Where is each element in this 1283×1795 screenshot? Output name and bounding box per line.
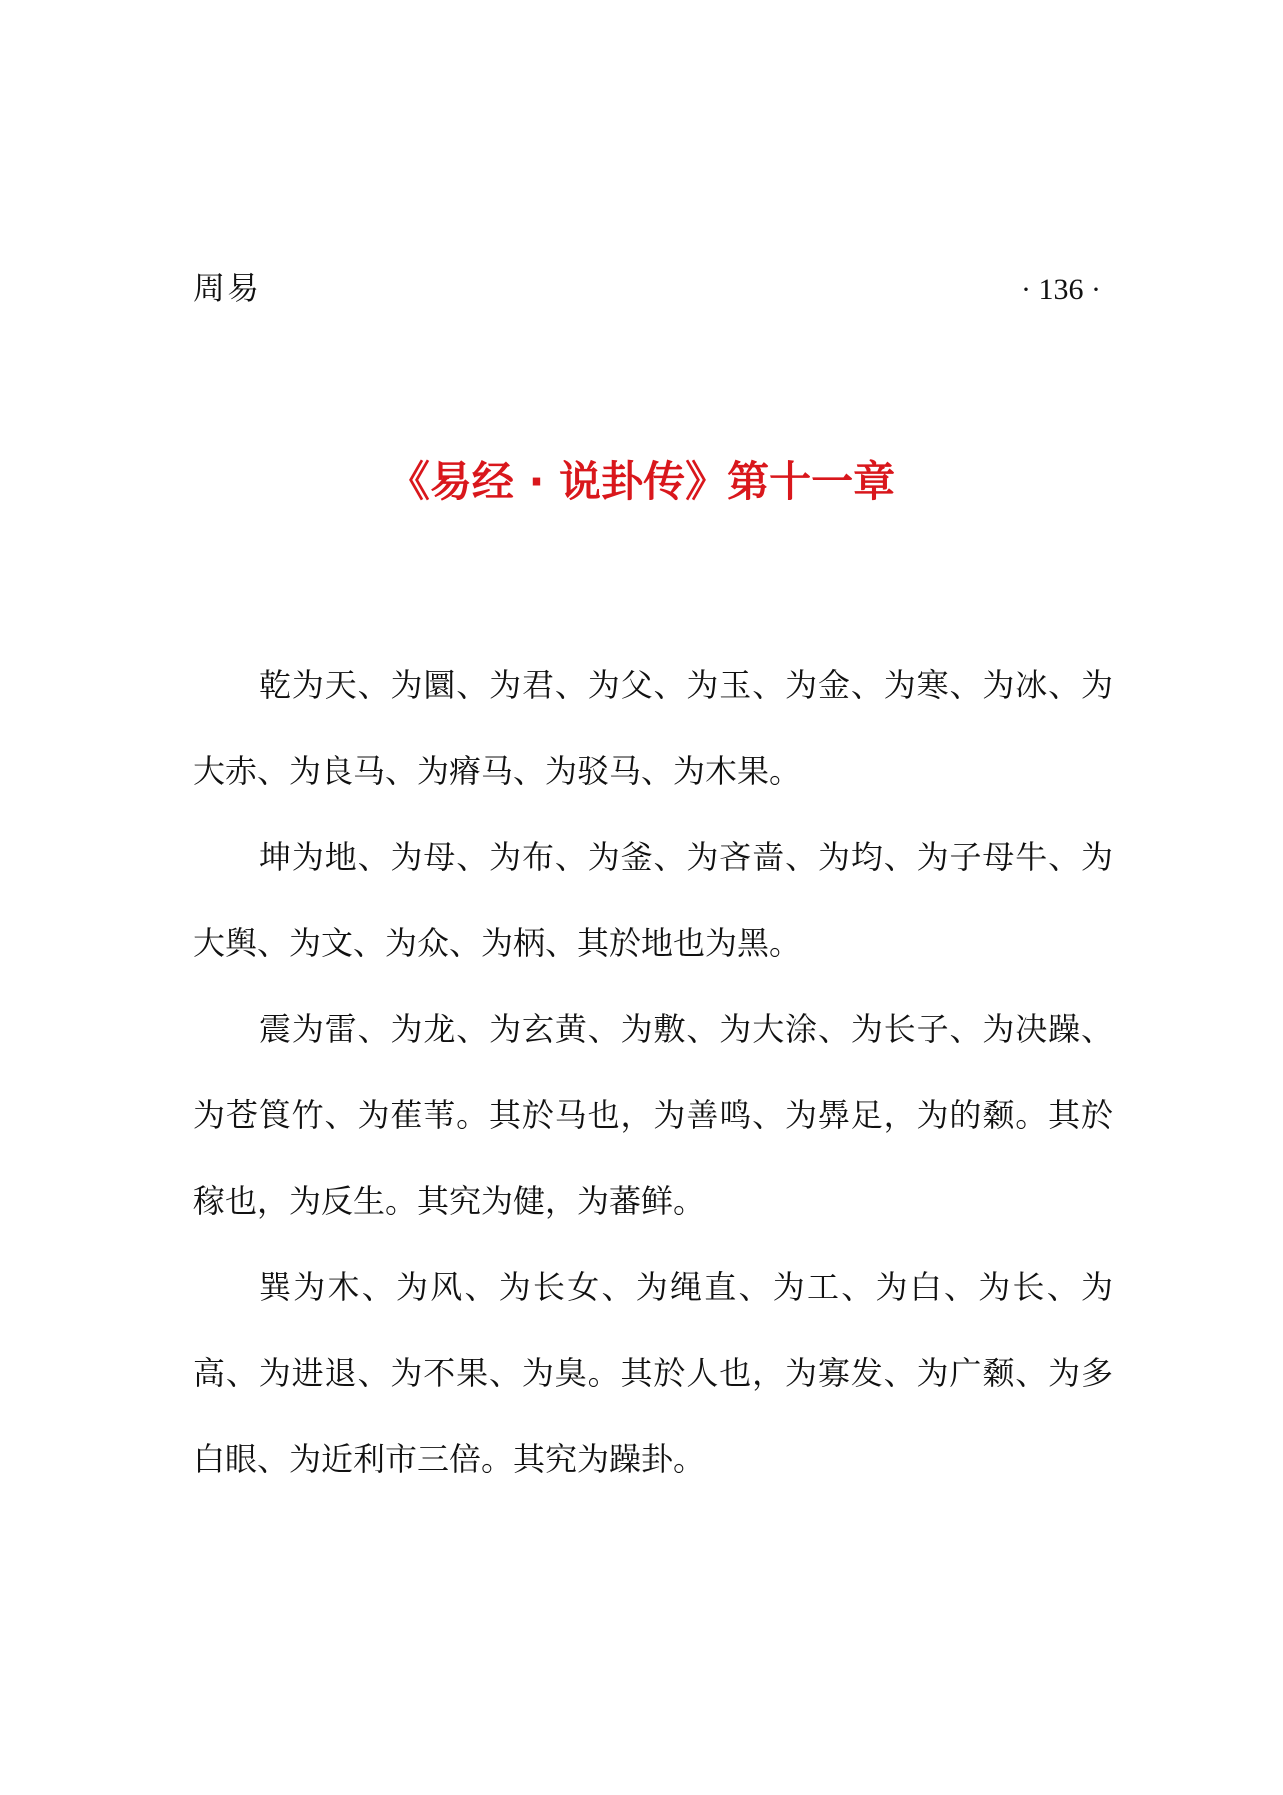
paragraph-qian: 乾为天、为圜、为君、为父、为玉、为金、为寒、为冰、为大赤、为良马、为瘠马、为驳马、为木果。	[193, 666, 1113, 790]
chapter-title: 《易经 · 说卦传》第十一章	[387, 457, 896, 506]
running-header-title: 周易	[193, 269, 262, 307]
paragraph-kun: 坤为地、为母、为布、为釜、为吝啬、为均、为子母牛、为大舆、为文、为众、为柄、其於地也为黑。	[193, 838, 1113, 962]
paragraph-zhen: 震为雷、为龙、为玄黄、为敷、为大涂、为长子、为决躁、为苍筤竹、为萑苇。其於马也，为善鸣、为馵足，为的颡。其於稼也，为反生。其究为健，为蕃鲜。	[193, 1010, 1113, 1220]
chapter-body	[193, 642, 1113, 1502]
paragraph-xun: 巽为木、为风、为长女、为绳直、为工、为白、为长、为高、为进退、为不果、为臭。其於人也，为寡发、为广颡、为多白眼、为近利市三倍。其究为躁卦。	[193, 1268, 1113, 1478]
page-number: · 136 ·	[1021, 273, 1101, 306]
